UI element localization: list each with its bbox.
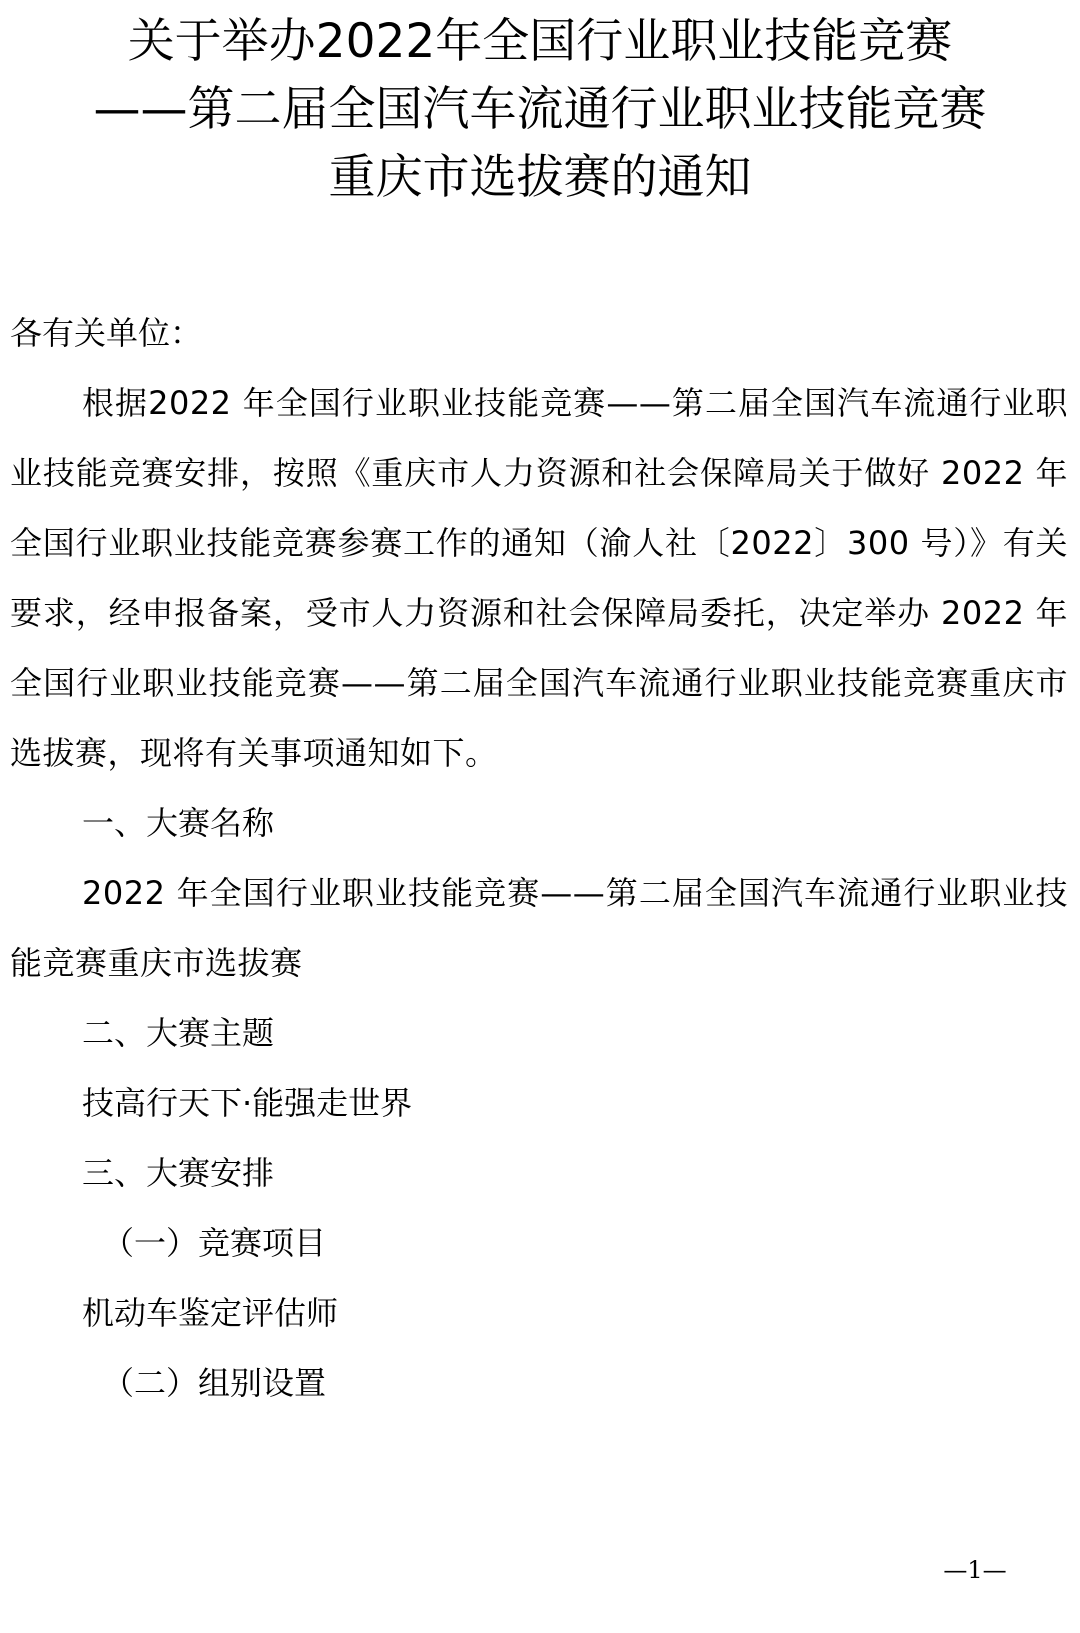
title-line-3: 重庆市选拔赛的通知: [328, 150, 752, 205]
section-2-text: 技高行天下·能强走世界: [82, 1084, 413, 1122]
document-body: [10, 298, 1068, 1418]
intro-paragraph: 根据2022 年全国行业职业技能竞赛——第二届全国汽车流通行业职业技能竞赛安排，按照《重庆市人力资源和社会保障局关于做好 2022 年全国行业职业技能竞赛参赛工作的通知（渝人社〔2022〕300 号）》有关要求，经申报备案，受市人力资源和社会保障局委托，决定举办 2022 年全国行业职业技能竞赛——第二届全国汽车流通行业职业技能竞赛重庆市选拔赛，现将有关事项通知如下。: [10, 384, 1068, 772]
salutation: 各有关单位：: [10, 314, 203, 352]
section-3-sub-1-heading: （一）竞赛项目: [102, 1224, 327, 1262]
title-line-2: ——第二届全国汽车流通行业职业技能竞赛: [93, 82, 987, 137]
section-1-heading: 一、大赛名称: [82, 804, 275, 842]
section-3-sub-1-text: 机动车鉴定评估师: [82, 1294, 339, 1332]
section-3-sub-2-heading: （二）组别设置: [102, 1364, 327, 1402]
title-line-1: 关于举办2022年全国行业职业技能竞赛: [127, 14, 953, 69]
section-2-heading: 二、大赛主题: [82, 1014, 275, 1052]
section-1-text: 2022 年全国行业职业技能竞赛——第二届全国汽车流通行业职业技能竞赛重庆市选拔赛: [10, 874, 1068, 982]
section-3-heading: 三、大赛安排: [82, 1154, 275, 1192]
page-number: —1—: [943, 1556, 1007, 1584]
document-title: [0, 8, 1080, 212]
